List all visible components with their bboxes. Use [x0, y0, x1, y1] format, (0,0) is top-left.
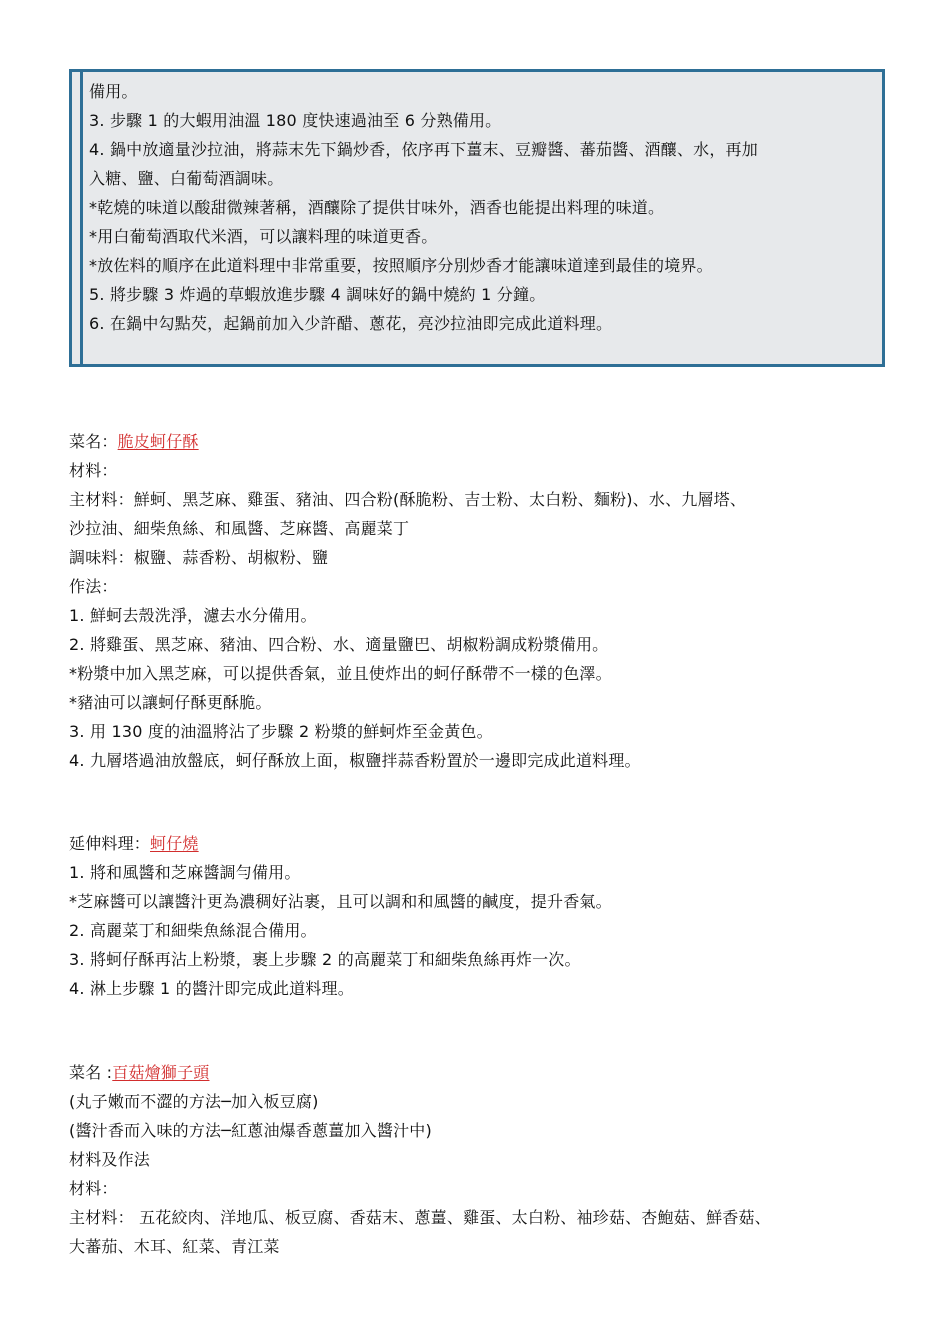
dish-line: 3. 用 130 度的油溫將沾了步驟 2 粉漿的鮮蚵炸至金黃色。 [69, 722, 493, 741]
dish-line: *芝麻醬可以讓醬汁更為濃稠好沾裹，且可以調和和風醬的鹹度，提升香氣。 [69, 892, 612, 911]
dish-line: 作法： [69, 577, 118, 596]
box-line: 4. 鍋中放適量沙拉油，將蒜末先下鍋炒香，依序再下薑末、豆瓣醬、蕃茄醬、酒釀、水，再加 [89, 140, 758, 159]
dish-line: *豬油可以讓蚵仔酥更酥脆。 [69, 693, 272, 712]
dish-name-link[interactable]: 脆皮蚵仔酥 [117, 432, 199, 451]
box-line: 備用。 [89, 82, 138, 101]
dish-title [69, 427, 746, 456]
dish-title [69, 829, 612, 858]
dish-line: 材料： [69, 1179, 118, 1198]
dish-section-2 [69, 829, 612, 1003]
dish-line: 調味料：椒鹽、蒜香粉、胡椒粉、鹽 [69, 548, 329, 567]
dish-title-label: 菜名： [69, 432, 118, 451]
dish-line: (醬汁香而入味的方法─紅蔥油爆香蔥薑加入醬汁中) [69, 1121, 432, 1140]
dish-title [69, 1058, 771, 1087]
box-text [89, 77, 878, 338]
dish-name-link[interactable]: 百菇燴獅子頭 [112, 1063, 210, 1082]
dish-line: (丸子嫩而不澀的方法─加入板豆腐) [69, 1092, 319, 1111]
dish-section-1 [69, 427, 746, 775]
box-line: 5. 將步驟 3 炸過的草蝦放進步驟 4 調味好的鍋中燒約 1 分鐘。 [89, 285, 546, 304]
dish-name-link[interactable]: 蚵仔燒 [150, 834, 199, 853]
box-line: 3. 步驟 1 的大蝦用油溫 180 度快速過油至 6 分熟備用。 [89, 111, 502, 130]
box-accent-bar [80, 72, 83, 364]
dish-line: 2. 高麗菜丁和細柴魚絲混合備用。 [69, 921, 317, 940]
dish-line: 2. 將雞蛋、黑芝麻、豬油、四合粉、水、適量鹽巴、胡椒粉調成粉漿備用。 [69, 635, 609, 654]
dish-section-3 [69, 1058, 771, 1261]
dish-title-label: 菜名 : [69, 1063, 113, 1082]
dish-line: 材料及作法 [69, 1150, 151, 1169]
dish-line: 沙拉油、細柴魚絲、和風醬、芝麻醬、高麗菜丁 [69, 519, 410, 538]
box-line: *放佐料的順序在此道料理中非常重要，按照順序分別炒香才能讓味道達到最佳的境界。 [89, 256, 713, 275]
box-line: 入糖、鹽、白葡萄酒調味。 [89, 169, 284, 188]
box-line: 6. 在鍋中勾點芡，起鍋前加入少許醋、蔥花，亮沙拉油即完成此道料理。 [89, 314, 613, 333]
dish-line: 4. 淋上步驟 1 的醬汁即完成此道料理。 [69, 979, 354, 998]
box-line: *乾燒的味道以酸甜微辣著稱，酒釀除了提供甘味外，酒香也能提出料理的味道。 [89, 198, 665, 217]
dish-line: 1. 鮮蚵去殼洗淨，濾去水分備用。 [69, 606, 317, 625]
box-line: *用白葡萄酒取代米酒，可以讓料理的味道更香。 [89, 227, 438, 246]
recipe-steps-box [69, 69, 885, 367]
dish-line: 3. 將蚵仔酥再沾上粉漿，裹上步驟 2 的高麗菜丁和細柴魚絲再炸一次。 [69, 950, 581, 969]
dish-line: 主材料： 五花絞肉、洋地瓜、板豆腐、香菇末、蔥薑、雞蛋、太白粉、袖珍菇、杏鮑菇、鮮香菇、 [69, 1208, 771, 1227]
dish-line: 材料： [69, 461, 118, 480]
dish-line: 1. 將和風醬和芝麻醬調勻備用。 [69, 863, 301, 882]
dish-title-label: 延伸料理： [69, 834, 151, 853]
dish-line: 4. 九層塔過油放盤底，蚵仔酥放上面，椒鹽拌蒜香粉置於一邊即完成此道料理。 [69, 751, 641, 770]
dish-line: *粉漿中加入黑芝麻，可以提供香氣，並且使炸出的蚵仔酥帶不一樣的色澤。 [69, 664, 612, 683]
dish-line: 大蕃茄、木耳、紅菜、青江菜 [69, 1237, 280, 1256]
dish-line: 主材料：鮮蚵、黑芝麻、雞蛋、豬油、四合粉(酥脆粉、吉士粉、太白粉、麵粉)、水、九層塔、 [69, 490, 747, 509]
